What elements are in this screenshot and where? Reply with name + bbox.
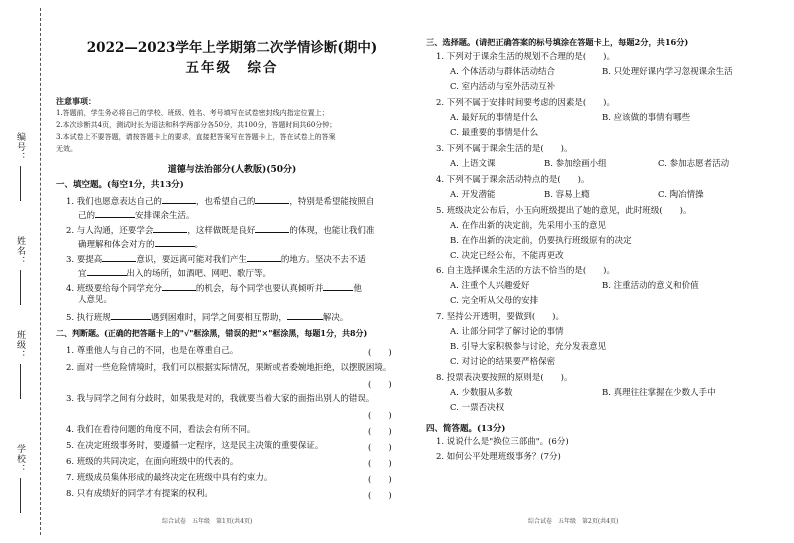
q3-stem: 8. 投票表决要按照的原则是( )。 [436, 373, 573, 383]
exam-subtitle: 五年级 综合 [185, 60, 279, 76]
q3-option[interactable]: C. 一票否决权 [450, 403, 505, 413]
binding-margin [0, 0, 48, 543]
q3-heading: 三、选择题。(请把正确答案的标号填涂在答题卡上，每题2分，共16分) [426, 37, 689, 47]
q3-option[interactable]: A. 在作出新的决定前，先采用小玉的意见 [450, 221, 607, 231]
q3-option[interactable]: A. 上语文课 [450, 159, 496, 169]
answer-parenthesis[interactable]: ( ) [368, 380, 392, 390]
page-footer: 综合试卷 五年级 第2页(共4页) [528, 518, 619, 525]
answer-blank[interactable] [323, 281, 353, 291]
exam-title: 2022—2023学年上学期第二次学情诊断(期中) [86, 40, 378, 56]
q3-stem: 4. 下列不属于课余活动特点的是( )。 [436, 175, 590, 185]
q3-option[interactable]: A. 注重个人兴趣爱好 [450, 281, 530, 291]
q3-option[interactable]: A. 个体活动与群体活动结合 [450, 67, 556, 77]
q3-option[interactable]: C. 对讨论的结果要严格保密 [450, 357, 556, 367]
notice-heading: 注意事项： [56, 96, 96, 106]
q3-option[interactable]: A. 让部分同学了解讨论的事情 [450, 327, 564, 337]
answer-parenthesis[interactable]: ( ) [368, 475, 392, 485]
q3-option[interactable]: A. 最好玩的事情是什么 [450, 113, 539, 123]
q2-item: 7. 班级成员集体形成的最终决定在班级中具有约束力。 [66, 473, 273, 483]
q3-option[interactable]: C. 室内活动与室外活动互补 [450, 82, 556, 92]
q3-option[interactable]: A. 开发潜能 [450, 190, 496, 200]
q3-option[interactable]: C. 陶冶情操 [658, 190, 704, 200]
seal-line [40, 8, 41, 535]
notice-line: 无效。 [56, 145, 77, 153]
answer-blank[interactable] [87, 266, 127, 276]
q4-heading: 四、简答题。(13分) [426, 424, 506, 434]
q3-stem: 7. 坚持公开透明，要做到( )。 [436, 312, 564, 322]
q3-option[interactable]: B. 容易上瘾 [544, 190, 590, 200]
q1-line: 己的 安排课余生活。 [78, 208, 195, 222]
answer-parenthesis[interactable]: ( ) [368, 411, 392, 421]
answer-parenthesis[interactable]: ( ) [368, 459, 392, 469]
q4-item: 1. 说说什么是"换位三部曲"。(6分) [436, 437, 569, 447]
field-school[interactable]: 学校： [14, 444, 27, 513]
section-title: 道德与法治部分(人教版)(50分) [167, 165, 297, 175]
q3-stem: 3. 下列不属于课余生活的是( )。 [436, 144, 573, 154]
q4-item: 2. 如何公平处理班级事务？(7分) [436, 452, 561, 462]
answer-blank[interactable] [102, 252, 136, 262]
q1-line: 5. 执行班规 遇到困难时，同学之间要相互帮助， 解决。 [66, 310, 348, 324]
page-footer: 综合试卷 五年级 第1页(共4页) [162, 518, 253, 525]
q2-heading: 二、判断题。(正确的把答题卡上的"√"框涂黑，错误的把"×"框涂黑，每题1分，共8分) [56, 328, 368, 338]
notice-line: 3.本试卷上不要答题，请按答题卡上的要求，直接把答案写在答题卡上，答在试卷上的答案 [56, 133, 336, 141]
q2-item: 5. 在决定班级事务时，要遵循一定程序，这是民主决策的重要保证。 [66, 441, 324, 451]
q1-line: 宜 出入的场所，如酒吧、网吧、歌厅等。 [78, 266, 271, 280]
field-name[interactable]: 姓名： [14, 236, 27, 305]
notice-line: 1.答题前，学生务必将自己的学校、班级、姓名、考号填写在试卷密封线内指定位置上； [56, 109, 329, 117]
q3-stem: 2. 下列不属于安排时间要考虑的因素是( )。 [436, 98, 615, 108]
q3-stem: 5. 班级决定公布后，小玉向班级提出了她的意见，此时班级( )。 [436, 206, 692, 216]
q2-item: 8. 只有成绩好的同学才有提案的权利。 [66, 489, 213, 499]
q1-line: 3. 要提高 意识，要远离可能对我们产生 的地方。坚决不去不适 [66, 252, 366, 266]
q3-option[interactable]: B. 真理往往掌握在少数人手中 [602, 388, 716, 398]
q1-line: 确理解和体会对方的 。 [78, 237, 203, 251]
q2-item: 6. 班级的共同决定，在面向班级中的代表的。 [66, 457, 239, 467]
answer-blank[interactable] [153, 223, 187, 233]
q1-heading: 一、填空题。(每空1分，共13分) [56, 180, 184, 190]
q1-line: 1. 我们也愿意表达自己的 ，也希望自己的 ，特别是希望能按照自 [66, 194, 374, 208]
q1-line: 2. 与人沟通，还要学会 ，这样做既是良好 的体现，也能让我们准 [66, 223, 374, 237]
q3-option[interactable]: B. 注重活动的意义和价值 [602, 281, 699, 291]
answer-blank[interactable] [255, 223, 289, 233]
q3-option[interactable]: C. 完全听从父母的安排 [450, 296, 539, 306]
q3-option[interactable]: B. 应该做的事情有哪些 [602, 113, 691, 123]
q2-item: 2. 面对一些危险情境时，我们可以根据实际情况，果断或者委婉地拒绝，以摆脱困境。 [66, 363, 392, 373]
q2-item: 4. 我们在看待问题的角度不同，看法会有所不同。 [66, 425, 256, 435]
answer-parenthesis[interactable]: ( ) [368, 348, 392, 358]
q3-option[interactable]: C. 决定已经公布，不能再更改 [450, 251, 564, 261]
answer-blank[interactable] [111, 310, 151, 320]
q3-option[interactable]: B. 引导大家积极参与讨论，充分发表意见 [450, 342, 607, 352]
q3-stem: 1. 下列对于课余生活的规划不合理的是( )。 [436, 52, 615, 62]
answer-blank[interactable] [162, 281, 196, 291]
field-number[interactable]: 编号： [14, 132, 27, 201]
q3-option[interactable]: C. 参加志愿者活动 [658, 159, 730, 169]
answer-parenthesis[interactable]: ( ) [368, 443, 392, 453]
answer-blank[interactable] [155, 237, 195, 247]
q3-option[interactable]: C. 最重要的事情是什么 [450, 128, 539, 138]
q3-option[interactable]: B. 参加绘画小组 [544, 159, 607, 169]
q1-line: 4. 班级要给每个同学充分 的机会，每个同学也要认真倾听并 他 [66, 281, 362, 295]
answer-blank[interactable] [95, 208, 135, 218]
answer-blank[interactable] [162, 194, 196, 204]
field-class[interactable]: 班级： [14, 330, 27, 399]
page-1 [56, 0, 408, 543]
q3-stem: 6. 自主选择课余生活的方法不恰当的是( )。 [436, 266, 615, 276]
q2-item: 3. 我与同学之间有分歧时，如果我是对的，我就要当着大家的面指出别人的错误。 [66, 394, 375, 404]
answer-parenthesis[interactable]: ( ) [368, 491, 392, 501]
answer-blank[interactable] [287, 310, 323, 320]
q3-option[interactable]: B. 只处理好课内学习忽视课余生活 [602, 67, 733, 77]
q2-item: 1. 尊重他人与自己的不同，也是在尊重自己。 [66, 346, 239, 356]
answer-blank[interactable] [247, 252, 281, 262]
q3-option[interactable]: A. 少数服从多数 [450, 388, 513, 398]
answer-parenthesis[interactable]: ( ) [368, 427, 392, 437]
notice-line: 2.本次诊断共4页，测试时长为语法和科学两部分各50分，共100分，答题时间共60分钟； [56, 121, 337, 129]
q1-line: 人意见。 [78, 295, 113, 305]
q3-option[interactable]: B. 在作出新的决定前，仍要执行班级原有的决定 [450, 236, 632, 246]
answer-blank[interactable] [255, 194, 289, 204]
page-2 [426, 0, 776, 543]
